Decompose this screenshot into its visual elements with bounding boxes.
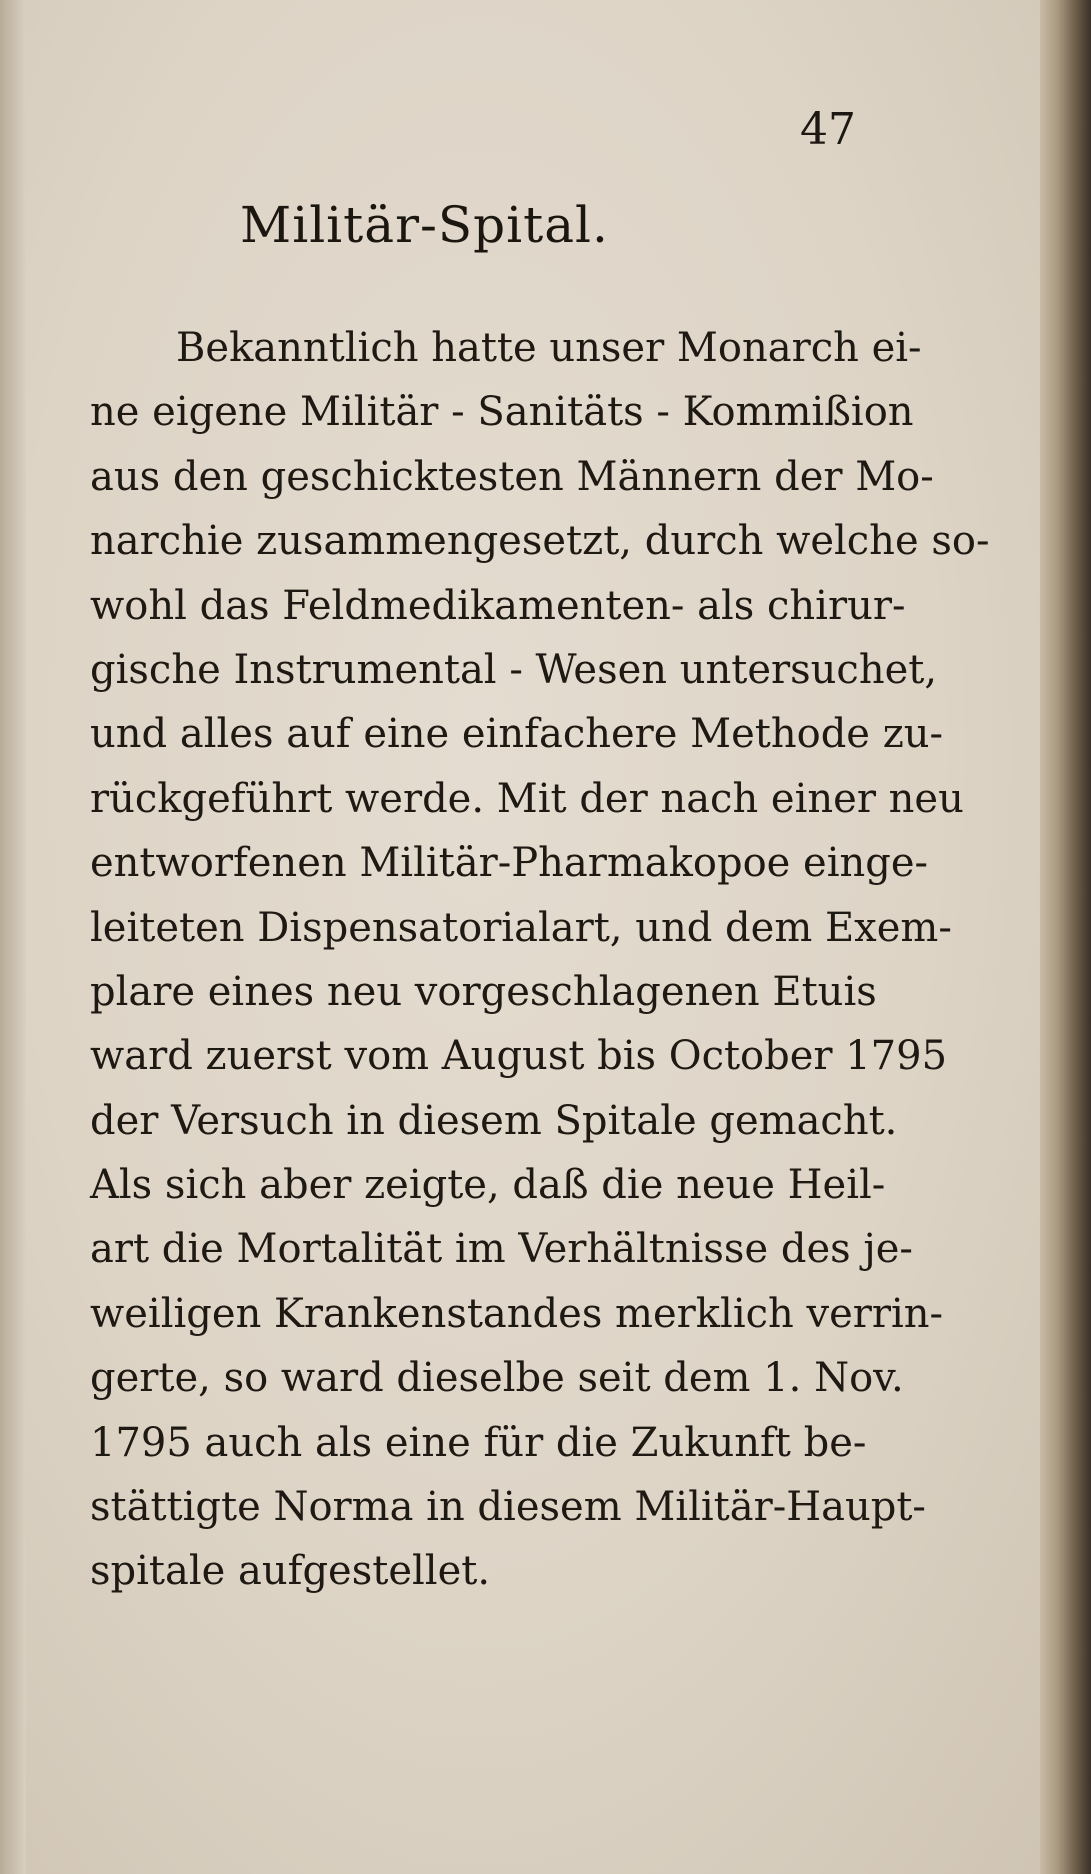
text-line: weiligen Krankenstandes merklich verrin- — [90, 1290, 944, 1337]
page-edge-right — [1040, 0, 1091, 1874]
text-line: aus den geschicktesten Männern der Mo- — [90, 453, 934, 500]
text-line: 1795 auch als eine für die Zukunft be- — [90, 1419, 867, 1466]
text-line: plare eines neu vorgeschlagenen Etuis — [90, 968, 877, 1015]
text-line: gerte, so ward dieselbe seit dem 1. Nov. — [90, 1355, 904, 1402]
page-gutter-left — [0, 0, 26, 1874]
page-number: 47 — [800, 104, 856, 155]
section-heading: Militär-Spital. — [240, 196, 609, 254]
body-paragraph — [90, 316, 990, 1604]
text-line: rückgeführt werde. Mit der nach einer neu — [90, 775, 964, 822]
text-line: narchie zusammengesetzt, durch welche so- — [90, 518, 990, 565]
text-line: stättigte Norma in diesem Militär-Haupt- — [90, 1484, 926, 1531]
text-line: der Versuch in diesem Spitale gemacht. — [90, 1097, 898, 1144]
text-line: leiteten Dispensatorialart, und dem Exem- — [90, 904, 952, 951]
text-line: Als sich aber zeigte, daß die neue Heil- — [90, 1162, 886, 1209]
text-line: und alles auf eine einfachere Methode zu- — [90, 711, 944, 758]
text-line: ne eigene Militär - Sanitäts - Kommißion — [90, 389, 914, 436]
text-line: wohl das Feldmedikamenten- als chirur- — [90, 582, 906, 629]
text-line: entworfenen Militär-Pharmakopoe einge- — [90, 840, 929, 887]
text-line: gische Instrumental - Wesen untersuchet, — [90, 646, 938, 693]
text-line: art die Mortalität im Verhältnisse des je- — [90, 1226, 913, 1273]
text-line: spitale aufgestellet. — [90, 1548, 491, 1595]
text-line: ward zuerst vom August bis October 1795 — [90, 1033, 948, 1080]
text-line: Bekanntlich hatte unser Monarch ei- — [176, 325, 922, 371]
